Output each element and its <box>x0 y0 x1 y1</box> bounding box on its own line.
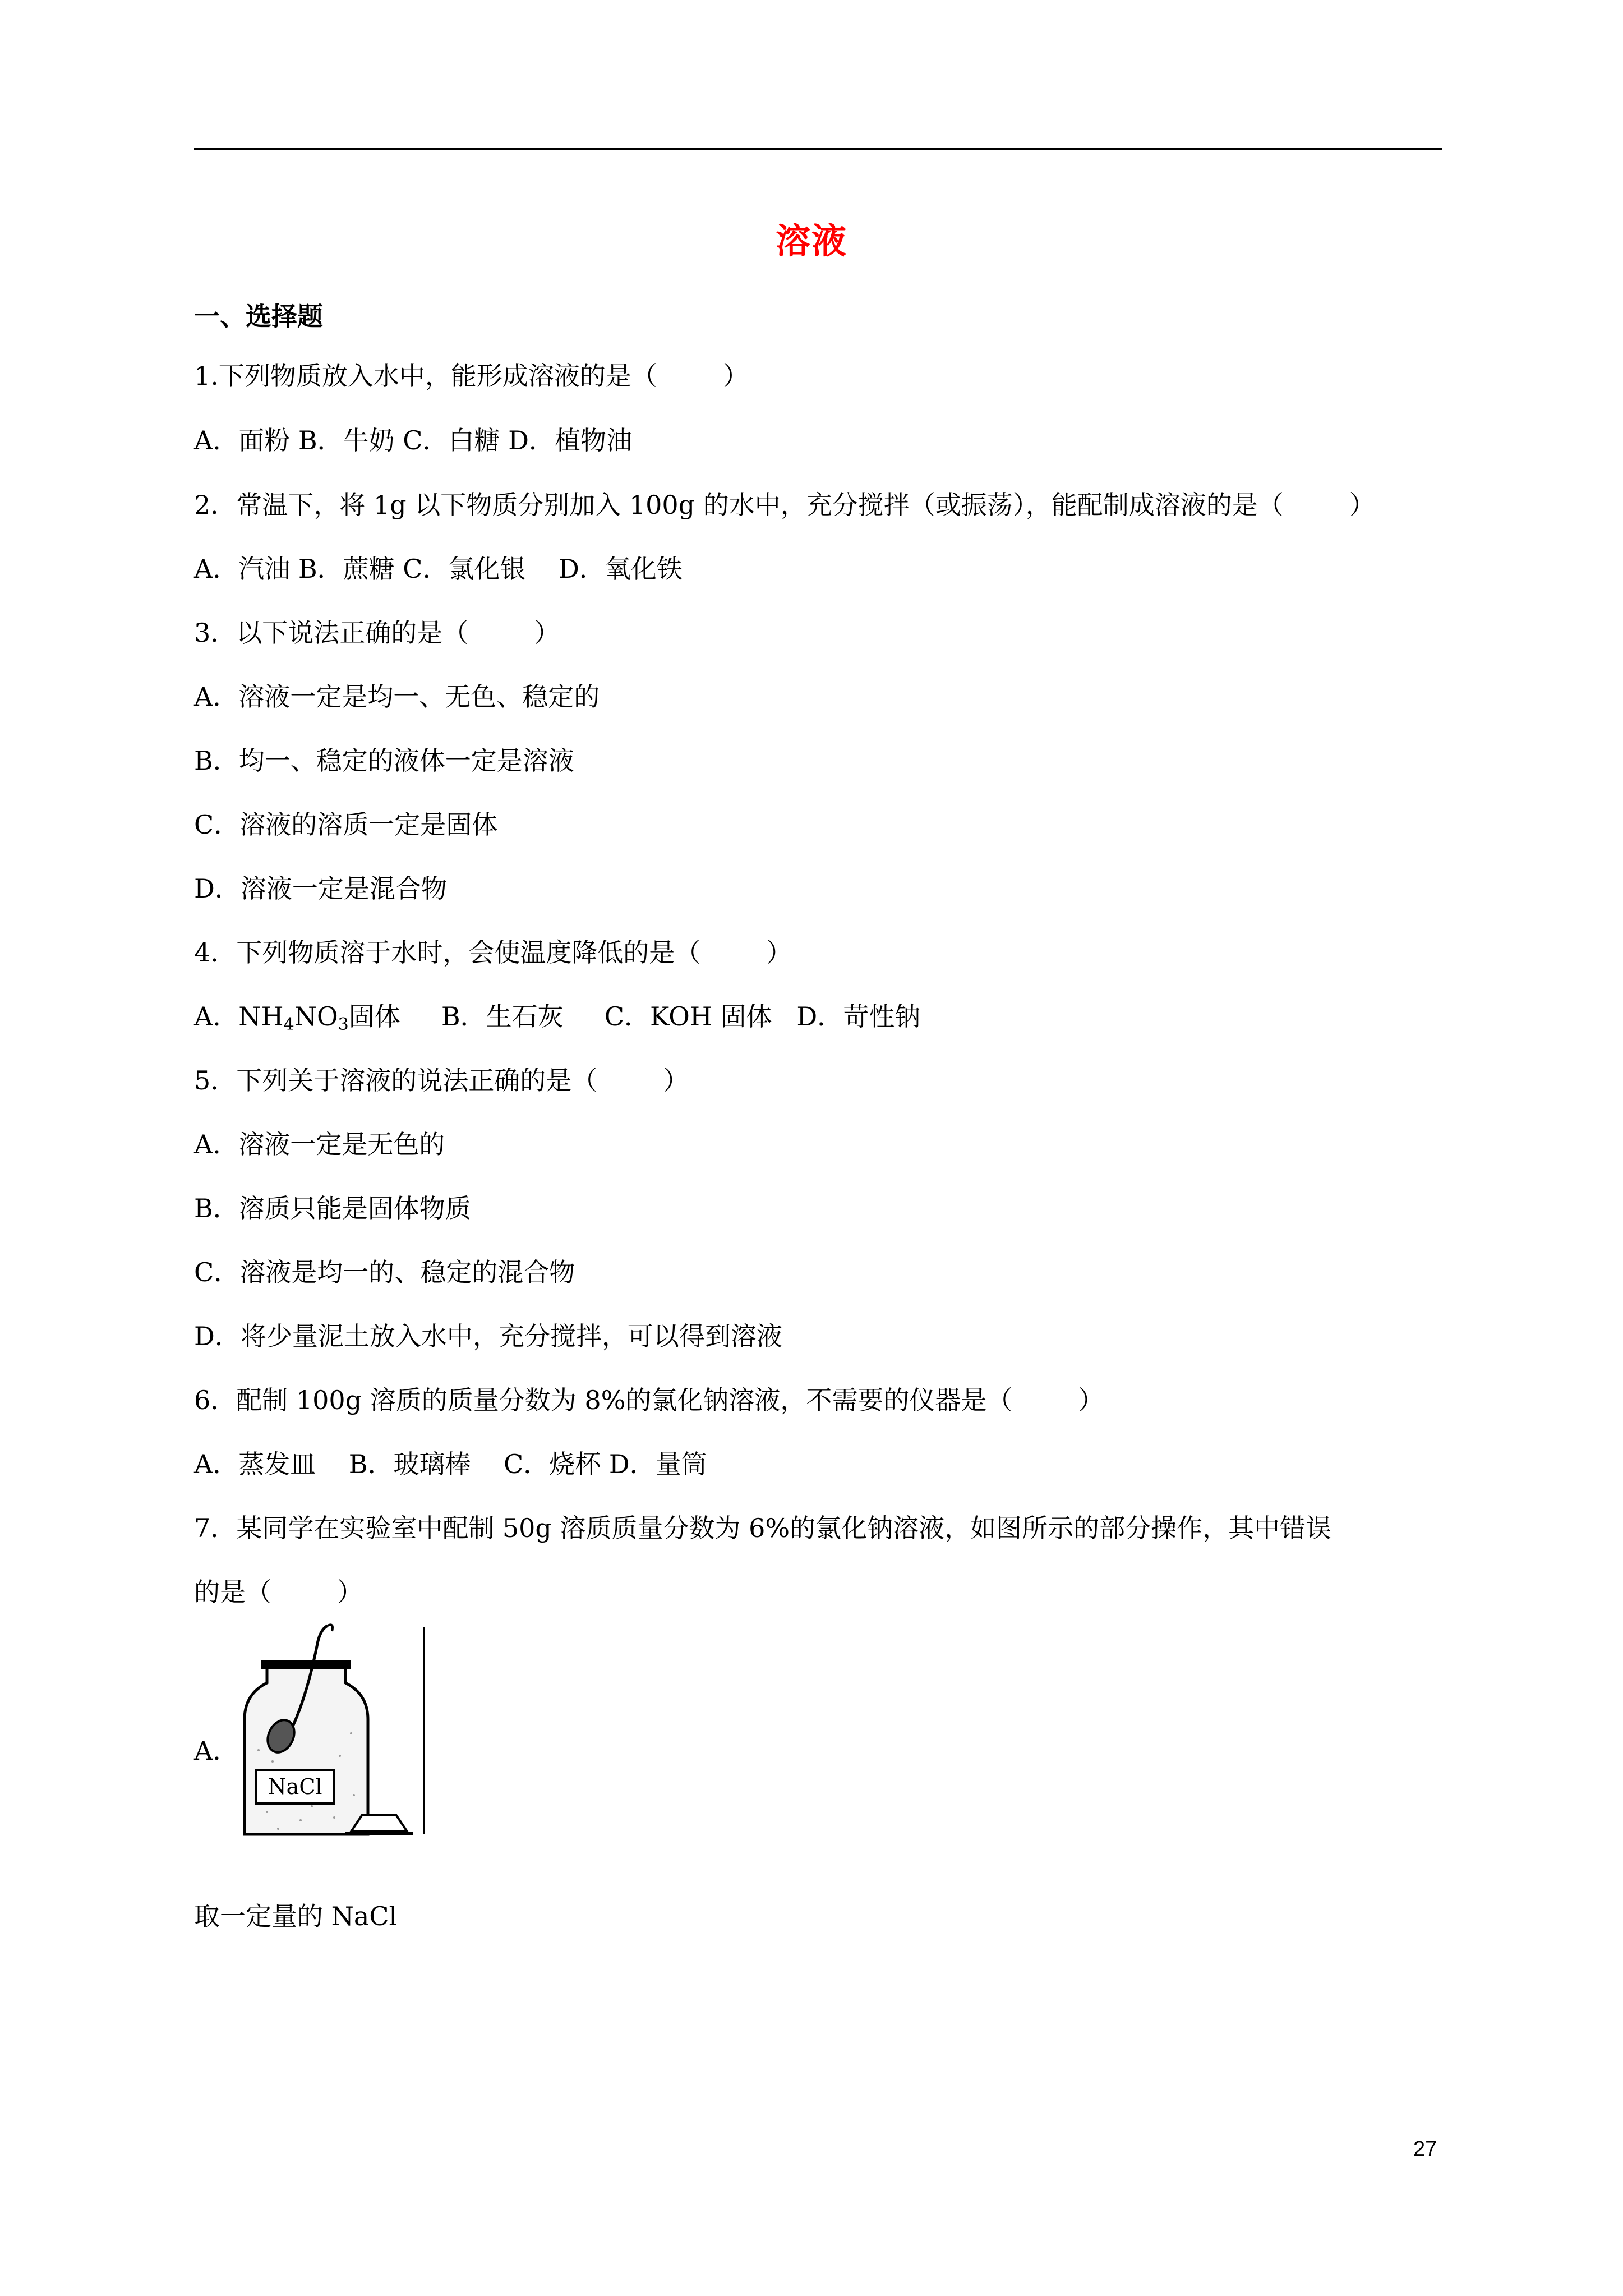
question-5: 5．下列关于溶液的说法正确的是（ ） <box>194 1065 689 1096</box>
question-2: 2．常温下，将 1g 以下物质分别加入 100g 的水中，充分搅拌（或振荡），能配制成溶液的是（ ） <box>194 490 1375 520</box>
header-rule <box>194 148 1442 150</box>
question-7-continued: 的是（ ） <box>194 1577 363 1607</box>
q4-sub-3: 3 <box>338 1015 349 1034</box>
question-3-option-d: D．溶液一定是混合物 <box>194 873 447 904</box>
question-1-options: A．面粉 B．牛奶 C．白糖 D．植物油 <box>194 425 632 455</box>
bottle-label: NaCl <box>268 1774 322 1799</box>
figure-option-label: A． <box>194 1736 239 1766</box>
reagent-bottle-illustration <box>233 1621 435 1840</box>
figure-caption: 取一定量的 NaCl <box>194 1901 398 1931</box>
q4-sub-4: 4 <box>283 1015 294 1034</box>
question-1: 1.下列物质放入水中，能形成溶液的是（ ） <box>194 361 749 391</box>
question-6-options: A．蒸发皿 B．玻璃棒 C．烧杯 D．量筒 <box>194 1449 707 1479</box>
page-number: 27 <box>1413 2137 1437 2161</box>
question-4-options <box>194 1000 920 1033</box>
question-4: 4．下列物质溶于水时，会使温度降低的是（ ） <box>194 937 792 968</box>
question-3-option-a: A．溶液一定是均一、无色、稳定的 <box>194 682 600 712</box>
q4-text-a: A．NH <box>194 1001 284 1032</box>
section-heading: 一、选择题 <box>194 301 323 332</box>
q4-text-c: 固体 B．生石灰 C．KOH 固体 D．苛性钠 <box>348 1001 921 1032</box>
nacl-bottle-figure <box>194 1621 435 1840</box>
question-2-options: A．汽油 B．蔗糖 C．氯化银 D．氧化铁 <box>194 554 683 584</box>
question-6: 6．配制 100g 溶质的质量分数为 8%的氯化钠溶液，不需要的仪器是（ ） <box>194 1385 1104 1415</box>
question-5-option-a: A．溶液一定是无色的 <box>194 1129 445 1159</box>
question-5-option-d: D．将少量泥土放入水中，充分搅拌，可以得到溶液 <box>194 1321 782 1351</box>
question-5-option-c: C．溶液是均一的、稳定的混合物 <box>194 1257 575 1287</box>
page-title: 溶液 <box>775 220 847 261</box>
question-3: 3．以下说法正确的是（ ） <box>194 618 560 648</box>
question-3-option-c: C．溶液的溶质一定是固体 <box>194 809 498 840</box>
question-7: 7．某同学在实验室中配制 50g 溶质质量分数为 6%的氯化钠溶液，如图所示的部分操作，其中错误 <box>194 1513 1332 1543</box>
question-5-option-b: B．溶质只能是固体物质 <box>194 1193 471 1223</box>
q4-text-b: NO <box>294 1001 338 1032</box>
question-3-option-b: B．均一、稳定的液体一定是溶液 <box>194 746 574 776</box>
